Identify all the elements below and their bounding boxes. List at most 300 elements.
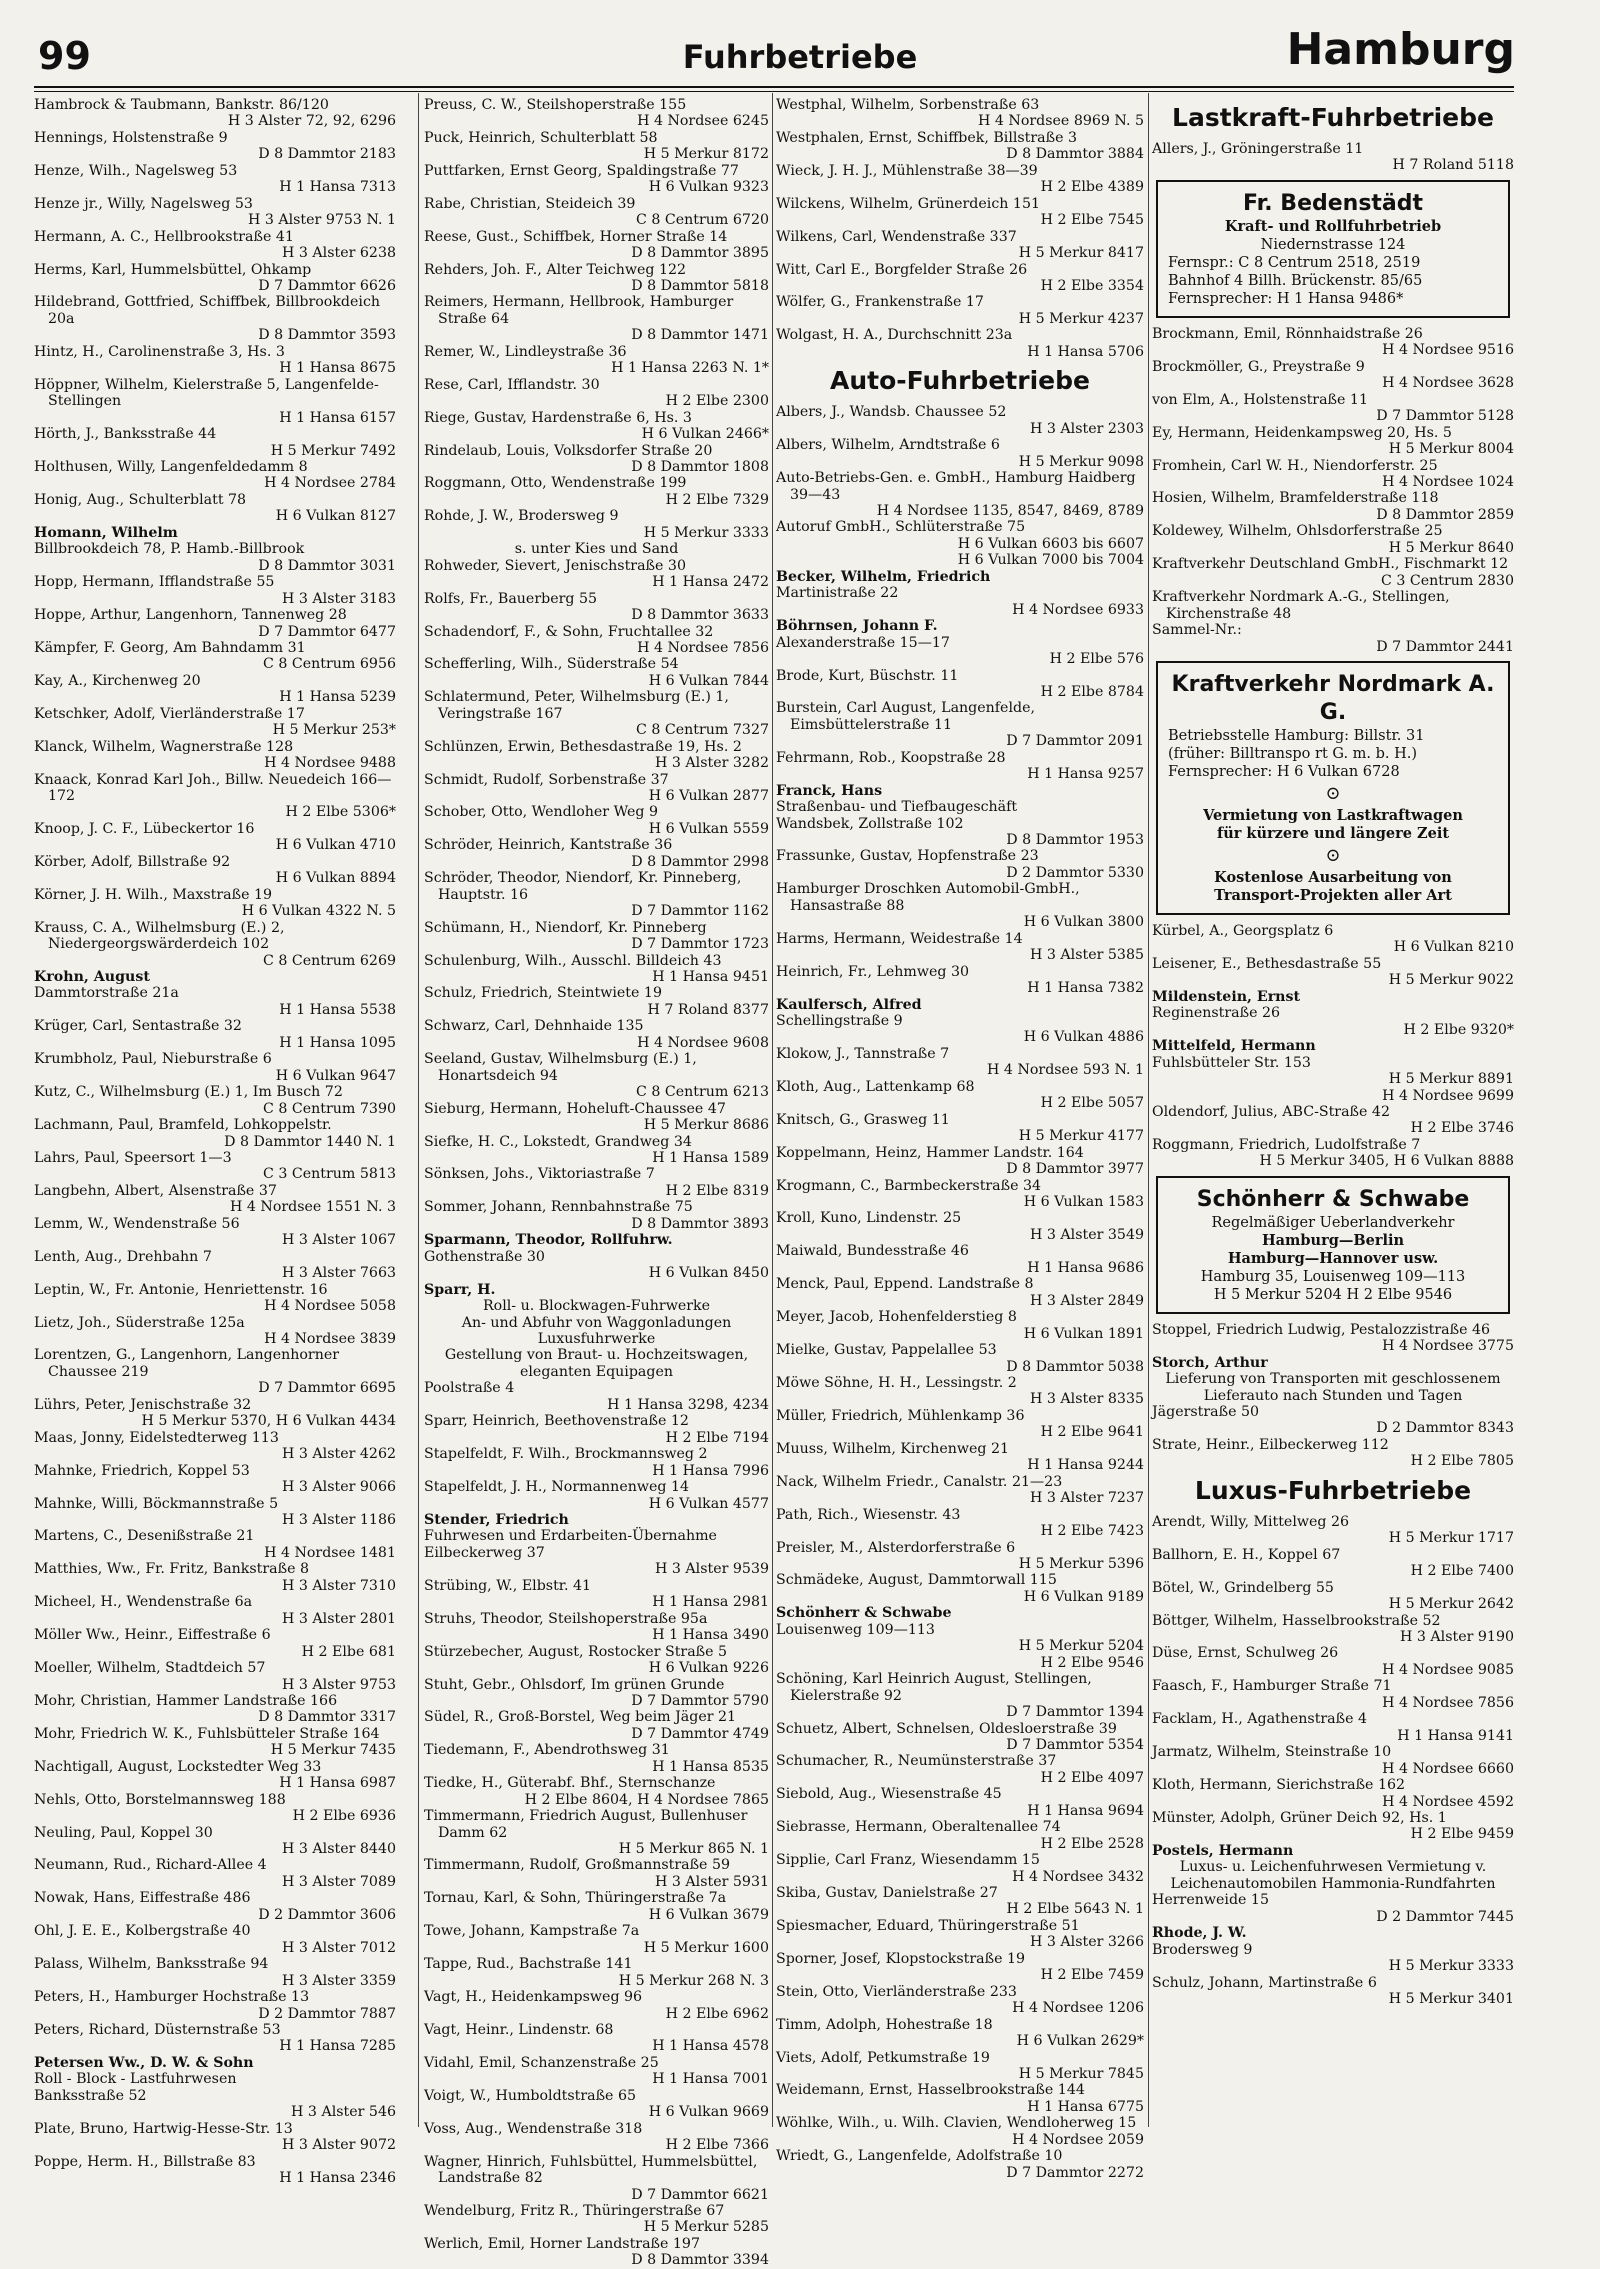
entry-phone: H 4 Nordsee 7856 [637, 639, 769, 656]
directory-entry [424, 1923, 769, 1956]
directory-entry [424, 1890, 769, 1923]
entry-name: Nehls, Otto, Borstelmannsweg 188 [34, 1791, 286, 1808]
directory-entry [776, 816, 1144, 849]
entry-phone: H 2 Elbe 3354 [1040, 277, 1144, 294]
entry-name: Stürzebecher, August, Rostocker Straße 5 [424, 1643, 728, 1660]
directory-entry [776, 519, 1144, 552]
entry-name: Tappe, Rud., Bachstraße 141 [424, 1956, 633, 1973]
entry-phone: H 1 Hansa 9451 [652, 969, 769, 986]
directory-entry [34, 1249, 396, 1282]
entry-phone: H 3 Alster 8440 [282, 1841, 396, 1858]
directory-entry [1152, 1744, 1514, 1777]
entry-phone: H 6 Vulkan 8127 [275, 508, 396, 525]
directory-entry [776, 1243, 1144, 1276]
entry-phone: H 3 Alster 9072 [282, 2137, 396, 2154]
entry-name: Peters, Richard, Düsternstraße 53 [34, 2022, 281, 2039]
entry-phone: H 1 Hansa 7001 [652, 2071, 769, 2088]
entry-name: Stuht, Gebr., Ohlsdorf, Im grünen Grunde [424, 1676, 725, 1693]
directory-entry [776, 404, 1144, 437]
directory-entry [776, 1145, 1144, 1178]
entry-name: s. unter Kies und Sand [514, 541, 679, 558]
entry-phone: H 4 Nordsee 3775 [1382, 1338, 1514, 1355]
directory-entry [424, 591, 769, 624]
directory-entry [776, 1441, 1144, 1474]
entry-phone: H 4 Nordsee 6933 [1012, 601, 1144, 618]
entry-name: Körner, J. H. Wilh., Maxstraße 19 [34, 886, 273, 903]
entry-name: Krauss, C. A., Wilhelmsburg (E.) 2, Niedergeorgswärderdeich 102 [34, 919, 285, 953]
directory-entry [34, 772, 396, 821]
entry-name: Sipplie, Carl Franz, Wiesendamm 15 [776, 1852, 1040, 1869]
entry-phone: H 1 Hansa 5239 [279, 689, 396, 706]
entry-phone: H 5 Merkur 7492 [270, 442, 396, 459]
entry-name: Krogmann, C., Barmbeckerstraße 34 [776, 1177, 1042, 1194]
directory-entry [776, 997, 1144, 1013]
entry-name: Honig, Aug., Schulterblatt 78 [34, 491, 247, 508]
entry-name: Poppe, Herm. H., Billstraße 83 [34, 2153, 256, 2170]
entry-phone: H 5 Merkur 2642 [1388, 1596, 1514, 1613]
entry-phone: H 2 Elbe 8784 [1040, 683, 1144, 700]
directory-entry [424, 2236, 769, 2269]
directory-entry [34, 985, 396, 1018]
directory-entry [776, 437, 1144, 470]
entry-phone: D 2 Dammtor 7445 [1376, 1908, 1514, 1925]
entry-phone: H 5 Merkur 5396 [1018, 1555, 1144, 1572]
city-title: Hamburg [1286, 24, 1515, 75]
ad-line: Transport-Projekten aller Art [1214, 886, 1452, 904]
directory-entry [1152, 458, 1514, 491]
entry-phone: H 3 Alster 2849 [1030, 1292, 1144, 1309]
entry-phone: H 3 Alster 5385 [1030, 947, 1144, 964]
entry-name: Sparr, H. [424, 1281, 496, 1298]
entry-phone: H 5 Merkur 8891 [1388, 1071, 1514, 1088]
entry-name: Neuling, Paul, Koppel 30 [34, 1824, 213, 1841]
directory-entry [34, 130, 396, 163]
entry-phone: D 7 Dammtor 6626 [258, 277, 396, 294]
directory-entry [1152, 1088, 1514, 1104]
directory-entry [34, 1825, 396, 1858]
entry-name: An- und Abfuhr von Waggonladungen [461, 1314, 732, 1331]
directory-entry [34, 1660, 396, 1693]
directory-entry [424, 1446, 769, 1479]
directory-entry [34, 196, 396, 229]
entry-list [1152, 1322, 1514, 1470]
entry-name: Mielke, Gustav, Pappelallee 53 [776, 1342, 997, 1359]
directory-entry [424, 541, 769, 557]
entry-name: Henze, Wilh., Nagelsweg 53 [34, 162, 238, 179]
directory-entry [1152, 1645, 1514, 1678]
entry-name: Rehders, Joh. F., Alter Teichweg 122 [424, 261, 687, 278]
entry-phone: D 8 Dammtor 5818 [631, 277, 769, 294]
entry-name: Towe, Johann, Kampstraße 7a [424, 1923, 640, 1940]
entry-phone: H 2 Elbe 8319 [665, 1182, 769, 1199]
entry-name: Sönksen, Johs., Viktoriastraße 7 [424, 1166, 655, 1183]
directory-entry [34, 2022, 396, 2055]
entry-name: Brockmöller, G., Preystraße 9 [1152, 358, 1365, 375]
directory-entry [1152, 1925, 1514, 1941]
entry-phone: C 3 Centrum 2830 [1381, 572, 1514, 589]
entry-phone: H 5 Merkur 268 N. 3 [618, 1972, 769, 1989]
entry-phone: H 6 Vulkan 1891 [1023, 1325, 1144, 1342]
directory-entry [424, 1347, 769, 1380]
directory-entry [776, 668, 1144, 701]
entry-name: Krüger, Carl, Sentastraße 32 [34, 1018, 242, 1035]
directory-entry [776, 1342, 1144, 1375]
directory-entry [776, 294, 1144, 327]
entry-phone: H 1 Hansa 2346 [279, 2170, 396, 2187]
directory-entry [1152, 1514, 1514, 1547]
entry-name: Kämpfer, F. Georg, Am Bahndamm 31 [34, 639, 306, 656]
entry-name: Schröder, Theodor, Niendorf, Kr. Pinneberg, Hauptstr. 16 [424, 870, 742, 903]
directory-entry [34, 1792, 396, 1825]
entry-phone: D 8 Dammtor 2859 [1376, 506, 1514, 523]
ad-line: Hamburg—Hannover usw. [1227, 1249, 1439, 1267]
directory-entry [776, 585, 1144, 618]
entry-name: Möller Ww., Heinr., Eiffestraße 6 [34, 1627, 271, 1644]
entry-phone: H 5 Merkur 3405, H 6 Vulkan 8888 [1259, 1153, 1514, 1170]
entry-name: Facklam, H., Agathenstraße 4 [1152, 1711, 1368, 1728]
entry-phone: H 5 Merkur 5204 [1018, 1638, 1144, 1655]
entry-name: Lenth, Aug., Drehbahn 7 [34, 1248, 212, 1265]
entry-name: Faasch, F., Hamburger Straße 71 [1152, 1678, 1392, 1695]
entry-phone: H 1 Hansa 2981 [652, 1594, 769, 1611]
entry-name: Muuss, Wilhelm, Kirchenweg 21 [776, 1440, 1010, 1457]
directory-entry [776, 1013, 1144, 1046]
ad-line: Kostenlose Ausarbeitung von [1214, 868, 1452, 886]
entry-phone: H 4 Nordsee 6660 [1382, 1760, 1514, 1777]
ad-line: (früher: Billtranspo rt G. m. b. H.) [1168, 745, 1418, 762]
entry-name: Voigt, W., Humboldtstraße 65 [424, 2087, 637, 2104]
entry-name: Lietz, Joh., Süderstraße 125a [34, 1314, 245, 1331]
entry-name: Westphalen, Ernst, Schiffbek, Billstraße 3 [776, 129, 1078, 146]
entry-phone: C 8 Centrum 6720 [636, 212, 769, 229]
entry-name: Herrenweide 15 [1152, 1892, 1269, 1909]
entry-phone: C 8 Centrum 6956 [263, 656, 396, 673]
entry-name: Hörth, J., Banksstraße 44 [34, 426, 217, 443]
entry-phone: D 7 Dammtor 5354 [1006, 1736, 1144, 1753]
directory-entry [776, 848, 1144, 881]
directory-entry [1152, 1711, 1514, 1744]
entry-name: Körber, Adolf, Billstraße 92 [34, 853, 231, 870]
entry-name: Schadendorf, F., & Sohn, Fruchtallee 32 [424, 623, 714, 640]
directory-entry [34, 163, 396, 196]
directory-entry [34, 1430, 396, 1463]
directory-entry [424, 1413, 769, 1446]
entry-phone: H 5 Merkur 5370, H 6 Vulkan 4434 [141, 1413, 396, 1430]
entry-phone: H 3 Alster 1067 [282, 1232, 396, 1249]
entry-name: Schefferling, Wilh., Süderstraße 54 [424, 656, 679, 673]
entry-name: Kürbel, A., Georgsplatz 6 [1152, 922, 1334, 939]
directory-entry [776, 881, 1144, 930]
entry-name: Strübing, W., Elbstr. 41 [424, 1577, 592, 1594]
directory-entry [34, 1857, 396, 1890]
entry-name: Ballhorn, E. H., Koppel 67 [1152, 1546, 1341, 1563]
directory-entry [776, 1540, 1144, 1573]
directory-entry [776, 799, 1144, 815]
directory-entry [34, 920, 396, 969]
entry-phone: H 1 Hansa 9141 [1397, 1727, 1514, 1744]
entry-name: Tornau, Karl, & Sohn, Thüringerstraße 7a [424, 1890, 727, 1907]
entry-phone: H 6 Vulkan 8894 [275, 870, 396, 887]
directory-entry [34, 1216, 396, 1249]
entry-name: Fromhein, Carl W. H., Niendorferstr. 25 [1152, 457, 1438, 474]
entry-name: Meyer, Jacob, Hohenfelderstieg 8 [776, 1309, 1017, 1326]
entry-phone: H 3 Alster 3282 [655, 755, 769, 772]
entry-phone: H 1 Hansa 1589 [652, 1150, 769, 1166]
entry-phone: H 2 Elbe 8604, H 4 Nordsee 7865 [524, 1791, 769, 1808]
entry-name: Münster, Adolph, Grüner Deich 92, Hs. 1 [1152, 1810, 1447, 1826]
directory-entry [776, 1753, 1144, 1786]
entry-name: Seeland, Gustav, Wilhelmsburg (E.) 1, Honartsdeich 94 [424, 1051, 697, 1084]
header-rule [34, 86, 1514, 88]
entry-phone: H 2 Elbe 681 [301, 1643, 396, 1660]
entry-name: Schmidt, Rudolf, Sorbenstraße 37 [424, 771, 669, 788]
directory-entry [776, 1819, 1144, 1852]
entry-phone: H 5 Merkur 8640 [1388, 539, 1514, 556]
directory-entry [34, 607, 396, 640]
entry-phone: H 2 Elbe 9459 [1410, 1826, 1514, 1843]
directory-entry [776, 2148, 1144, 2181]
entry-name: Peters, H., Hamburger Hochstraße 13 [34, 1989, 310, 2006]
entry-name: Heinrich, Fr., Lehmweg 30 [776, 963, 970, 980]
entry-name: Puttfarken, Ernst Georg, Spaldingstraße 77 [424, 162, 739, 179]
entry-name: Mahnke, Friedrich, Koppel 53 [34, 1462, 250, 1479]
entry-name: Schwarz, Carl, Dehnhaide 135 [424, 1018, 644, 1035]
entry-name: Remer, W., Lindleystraße 36 [424, 343, 627, 360]
entry-phone: H 1 Hansa 2263 N. 1* [611, 360, 769, 377]
entry-name: Kloth, Hermann, Sierichstraße 162 [1152, 1777, 1406, 1794]
entry-name: Schulz, Friedrich, Steintwiete 19 [424, 985, 662, 1002]
entry-name: Postels, Hermann [1152, 1842, 1294, 1859]
entry-phone: H 2 Elbe 7459 [1040, 1967, 1144, 1984]
directory-entry [424, 410, 769, 443]
entry-name: Roggmann, Friedrich, Ludolfstraße 7 [1152, 1136, 1421, 1153]
entry-name: Lührs, Peter, Jenischstraße 32 [34, 1396, 252, 1413]
entry-phone: H 3 Alster 546 [291, 2104, 396, 2121]
entry-phone: H 5 Merkur 3401 [1388, 1990, 1514, 2007]
directory-entry [34, 97, 396, 130]
directory-entry [34, 541, 396, 574]
section-title: Fuhrbetriebe [682, 38, 918, 76]
entry-name: Wendelburg, Fritz R., Thüringerstraße 67 [424, 2203, 725, 2219]
entry-name: Timmermann, Rudolf, Großmannstraße 59 [424, 1857, 731, 1874]
entry-phone: H 1 Hansa 3490 [652, 1627, 769, 1644]
entry-phone: H 2 Elbe 5643 N. 1 [1006, 1901, 1144, 1918]
directory-entry [34, 1018, 396, 1051]
directory-entry [34, 1627, 396, 1660]
directory-entry [424, 1479, 769, 1512]
entry-phone: C 8 Centrum 6213 [636, 1084, 769, 1101]
entry-name: Stender, Friedrich [424, 1511, 569, 1528]
entry-name: Müller, Friedrich, Mühlenkamp 36 [776, 1407, 1025, 1424]
directory-entry [776, 569, 1144, 585]
entry-name: Sporner, Josef, Klopstockstraße 19 [776, 1950, 1026, 1967]
directory-entry [776, 1885, 1144, 1918]
directory-entry [1152, 589, 1514, 622]
entry-name: Brockmann, Emil, Rönnhaidstraße 26 [1152, 325, 1423, 342]
directory-entry [34, 1890, 396, 1923]
directory-entry [424, 1578, 769, 1611]
entry-phone: H 3 Alster 7310 [282, 1577, 396, 1594]
entry-name: Timm, Adolph, Hohestraße 18 [776, 2016, 993, 2033]
directory-entry [424, 772, 769, 805]
entry-name: Wandsbek, Zollstraße 102 [776, 815, 964, 832]
entry-name: Auto-Betriebs-Gen. e. GmbH., Hamburg Haidberg 39—43 [776, 470, 1136, 503]
directory-entry [424, 294, 769, 343]
entry-name: Knoop, J. C. F., Lübeckertor 16 [34, 820, 255, 837]
directory-entry [34, 377, 396, 426]
entry-name: Hennings, Holstenstraße 9 [34, 129, 228, 146]
entry-phone: H 4 Nordsee 7856 [1382, 1694, 1514, 1711]
entry-name: Rabe, Christian, Steideich 39 [424, 195, 636, 212]
directory-entry [776, 2050, 1144, 2083]
entry-phone: H 4 Nordsee 3432 [1012, 1868, 1144, 1885]
entry-phone: H 1 Hansa 9257 [1027, 766, 1144, 783]
entry-name: Banksstraße 52 [34, 2087, 147, 2104]
ad-title: Schönherr & Schwabe [1196, 1186, 1470, 1212]
directory-entry [34, 2088, 396, 2121]
directory-entry [424, 163, 769, 196]
directory-entry [776, 1671, 1144, 1720]
directory-entry [1152, 141, 1514, 174]
advertisement-schoenherr [1156, 1176, 1510, 1314]
directory-entry [776, 1375, 1144, 1408]
directory-entry [424, 508, 769, 541]
entry-name: Höppner, Wilhelm, Kielerstraße 5, Langenfelde-Stellingen [34, 376, 379, 410]
directory-entry [424, 2154, 769, 2203]
ad-phone: Bahnhof 4 Billh. Brückenstr. 85/65 [1168, 272, 1423, 289]
directory-entry [34, 1923, 396, 1956]
entry-phone: H 5 Merkur 7845 [1018, 2066, 1144, 2083]
entry-phone: H 3 Alster 7663 [282, 1265, 396, 1282]
entry-name: Wolgast, H. A., Durchschnitt 23a [776, 327, 1013, 344]
entry-name: Neumann, Rud., Richard-Allee 4 [34, 1857, 267, 1874]
entry-name: Micheel, H., Wendenstraße 6a [34, 1594, 253, 1611]
entry-phone: H 3 Alster 8335 [1030, 1391, 1144, 1408]
directory-entry [424, 1282, 769, 1298]
directory-entry [1152, 1137, 1514, 1170]
entry-name: Hildebrand, Gottfried, Schiffbek, Billbrookdeich 20a [34, 294, 381, 327]
directory-entry [34, 1956, 396, 1989]
directory-entry [424, 1677, 769, 1710]
entry-name: Billbrookdeich 78, P. Hamb.-Billbrook [34, 541, 305, 558]
directory-entry [34, 294, 396, 343]
entry-phone: H 2 Elbe 5057 [1040, 1095, 1144, 1112]
entry-phone: H 2 Elbe 6962 [665, 2005, 769, 2022]
entry-name: Autoruf GmbH., Schlüterstraße 75 [776, 519, 1026, 536]
entry-name: Sparr, Heinrich, Beethovenstraße 12 [424, 1413, 689, 1430]
entry-name: Sieburg, Hermann, Hoheluft-Chaussee 47 [424, 1100, 726, 1117]
entry-name: Arendt, Willy, Mittelweg 26 [1152, 1513, 1350, 1530]
entry-name: Menck, Paul, Eppend. Landstraße 8 [776, 1276, 1034, 1293]
entry-phone: H 1 Hansa 7996 [652, 1462, 769, 1479]
entry-name: Schönherr & Schwabe [776, 1605, 952, 1622]
ad-ornament: ⊙ [1325, 844, 1341, 866]
directory-entry [776, 618, 1144, 634]
entry-phone: D 8 Dammtor 1440 N. 1 [224, 1133, 396, 1150]
entry-phone: H 3 Alster 3266 [1030, 1934, 1144, 1951]
entry-phone: H 4 Nordsee 1135, 8547, 8469, 8789 [876, 502, 1144, 519]
entry-phone: H 6 Vulkan 9323 [648, 179, 769, 196]
entry-phone: H 5 Merkur 3333 [643, 524, 769, 541]
entry-name: Kay, A., Kirchenweg 20 [34, 672, 201, 689]
entry-phone: H 2 Elbe 7545 [1040, 212, 1144, 229]
entry-name: Westphal, Wilhelm, Sorbenstraße 63 [776, 97, 1040, 113]
directory-entry [424, 1644, 769, 1677]
entry-name: Martens, C., Desenißstraße 21 [34, 1528, 255, 1545]
entry-phone: D 2 Dammtor 5330 [1006, 864, 1144, 881]
directory-entry [424, 1051, 769, 1100]
directory-entry [424, 1331, 769, 1347]
directory-entry [776, 1605, 1144, 1621]
entry-phone: H 6 Vulkan 1583 [1023, 1194, 1144, 1210]
entry-phone: D 7 Dammtor 5128 [1376, 408, 1514, 425]
entry-name: Gestellung von Braut- u. Hochzeitswagen, eleganten Equipagen [444, 1347, 749, 1380]
directory-entry [1152, 1810, 1514, 1843]
entry-name: Reese, Gust., Schiffbek, Horner Straße 14 [424, 228, 728, 245]
entry-phone: H 2 Elbe 7194 [665, 1429, 769, 1446]
directory-entry [424, 1742, 769, 1775]
directory-entry [1152, 1355, 1514, 1371]
directory-entry [776, 163, 1144, 196]
directory-entry [1152, 1580, 1514, 1613]
entry-name: Wilckens, Wilhelm, Grünerdeich 151 [776, 195, 1040, 212]
entry-name: Puck, Heinrich, Schulterblatt 58 [424, 129, 658, 146]
directory-entry [424, 1232, 769, 1248]
entry-name: Leptin, W., Fr. Antonie, Henriettenstr. 16 [34, 1281, 328, 1298]
entry-phone: H 5 Merkur 9022 [1388, 972, 1514, 989]
directory-entry [1152, 523, 1514, 556]
entry-name: Vagt, H., Heidenkampsweg 96 [424, 1989, 643, 2006]
entry-phone: H 4 Nordsee 1206 [1012, 2000, 1144, 2017]
entry-name: Lemm, W., Wendenstraße 56 [34, 1215, 240, 1232]
ad-phone: Fernsprecher: H 1 Hansa 9486* [1168, 290, 1404, 307]
directory-entry [34, 492, 396, 525]
entry-name: Schümann, H., Niendorf, Kr. Pinneberg [424, 919, 707, 936]
entry-name: Matthies, Ww., Fr. Fritz, Bankstraße 8 [34, 1561, 310, 1578]
entry-name: Schmädeke, August, Dammtorwall 115 [776, 1572, 1057, 1589]
directory-entry [1152, 1038, 1514, 1054]
entry-name: Koppelmann, Heinz, Hammer Landstr. 164 [776, 1144, 1084, 1161]
entry-name: Poolstraße 4 [424, 1380, 515, 1397]
entry-phone: D 8 Dammtor 2998 [631, 853, 769, 870]
column-divider [418, 93, 419, 2127]
directory-entry [776, 1408, 1144, 1441]
entry-name: Homann, Wilhelm [34, 524, 178, 541]
directory-entry [424, 1956, 769, 1989]
entry-name: Schober, Otto, Wendloher Weg 9 [424, 804, 659, 821]
ad-line: Betriebsstelle Hamburg: Billstr. 31 [1168, 727, 1425, 744]
directory-entry [776, 1507, 1144, 1540]
directory-entry [776, 229, 1144, 262]
directory-entry [776, 700, 1144, 749]
entry-phone: H 6 Vulkan 7844 [648, 672, 769, 689]
ad-line: Fernsprecher: H 6 Vulkan 6728 [1168, 763, 1400, 780]
entry-name: Hopp, Hermann, Ifflandstraße 55 [34, 574, 275, 591]
entry-name: Siefke, H. C., Lokstedt, Grandweg 34 [424, 1133, 692, 1150]
entry-list [1152, 141, 1514, 174]
column-divider [1148, 93, 1149, 2127]
entry-name: Reimers, Hermann, Hellbrook, Hamburger Straße 64 [424, 294, 734, 327]
entry-name: Tiedke, H., Güterabf. Bhf., Sternschanze [424, 1775, 716, 1792]
entry-name: Hermann, A. C., Hellbrookstraße 41 [34, 228, 294, 245]
directory-entry [776, 1951, 1144, 1984]
entry-phone: H 3 Alster 5931 [655, 1873, 769, 1890]
entry-name: Brodersweg 9 [1152, 1941, 1253, 1958]
directory-entry [776, 2017, 1144, 2050]
directory-entry [424, 1315, 769, 1331]
entry-name: Schöning, Karl Heinrich August, Stellingen, Kielerstraße 92 [776, 1671, 1092, 1704]
directory-entry [424, 1101, 769, 1134]
